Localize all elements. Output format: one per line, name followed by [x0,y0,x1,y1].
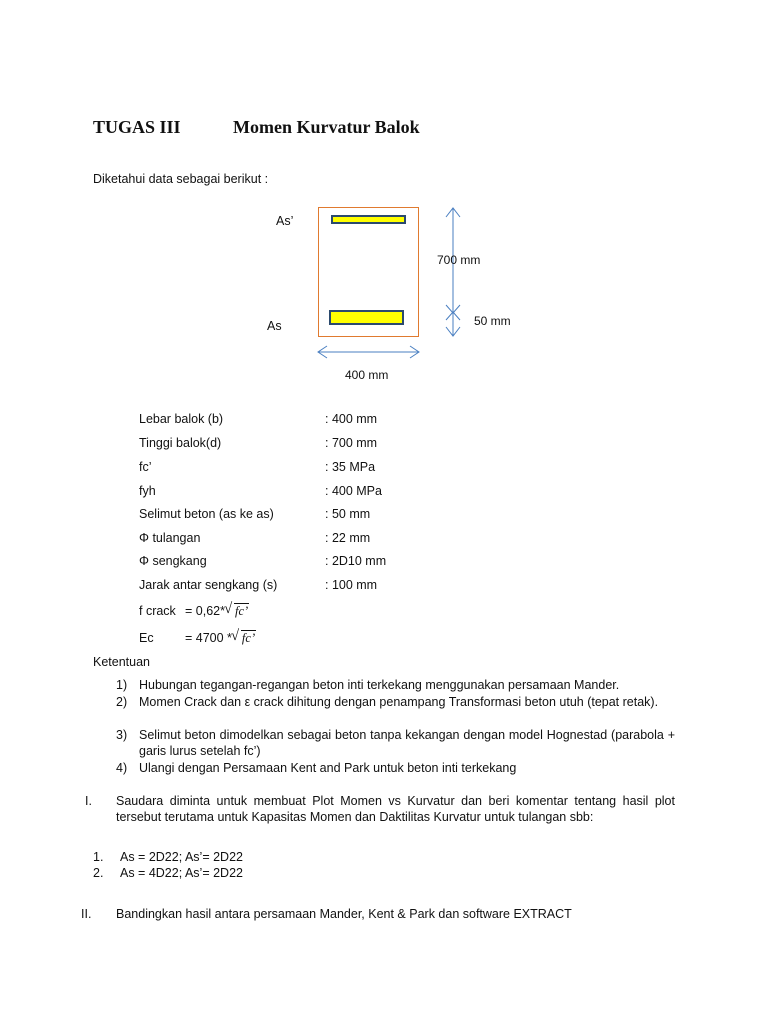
param-value: : 400 mm [325,412,378,426]
page-title: Momen Kurvatur Balok [233,117,420,137]
dim-width-label: 400 mm [345,368,389,382]
ketentuan-item: Hubungan tegangan-regangan beton inti terkekang menggunakan persamaan Mander. [139,678,620,692]
task-number: I. [85,794,92,808]
dimension-arrows [0,0,768,400]
formula-label: Ec [139,631,154,645]
param-value: : 50 mm [325,507,371,521]
param-label: fc’ [139,460,152,474]
param-label: Jarak antar sengkang (s) [139,578,278,592]
formula-fcrack [185,603,249,619]
assignment-code: TUGAS III [93,117,181,137]
ketentuan-title: Ketentuan [93,655,150,669]
ketentuan-number: 3) [116,728,128,742]
sqrt-argument: fc’ [234,604,249,618]
param-label: Lebar balok (b) [139,412,224,426]
param-value: : 700 mm [325,436,378,450]
param-value: : 22 mm [325,531,371,545]
param-value: : 35 MPa [325,460,376,474]
dim-cover-label: 50 mm [474,314,511,328]
formula-equation: = 4700 * [185,631,232,645]
formula-ec [185,630,256,646]
ketentuan-number: 1) [116,678,128,692]
param-value: : 400 MPa [325,484,382,498]
sqrt-argument: fc’ [241,631,256,645]
task-number: II. [81,907,92,921]
param-label: fyh [139,484,156,498]
ketentuan-item: Ulangi dengan Persamaan Kent and Park untuk beton inti terkekang [139,761,517,775]
dim-height-label: 700 mm [437,253,481,267]
ketentuan-number: 4) [116,761,128,775]
formula-label: f crack [139,604,176,618]
case-number: 1. [93,850,104,864]
param-label: Selimut beton (as ke as) [139,507,274,521]
label-as-bottom: As [267,319,282,333]
param-label: Tinggi balok(d) [139,436,222,450]
ketentuan-item: Momen Crack dan ε crack dihitung dengan penampang Transformasi beton utuh (tepat retak). [139,695,659,709]
label-as-top: As’ [276,214,294,228]
task-text: Bandingkan hasil antara persamaan Mander, Kent & Park dan software EXTRACT [116,907,572,921]
formula-equation: = 0,62* [185,604,225,618]
param-label: Φ sengkang [139,554,207,568]
ketentuan-number: 2) [116,695,128,709]
case-text: As = 2D22; As’= 2D22 [120,850,243,864]
param-label: Φ tulangan [139,531,201,545]
intro-text: Diketahui data sebagai berikut : [93,172,269,186]
case-number: 2. [93,866,104,880]
case-text: As = 4D22; As’= 2D22 [120,866,243,880]
param-value: : 2D10 mm [325,554,387,568]
task-text: Saudara diminta untuk membuat Plot Momen vs Kurvatur dan beri komentar tentang hasil plot tersebut terutama untuk Kapasitas Momen dan Daktilitas Kurvatur untuk tulangan sbb: [116,794,675,824]
ketentuan-item: Selimut beton dimodelkan sebagai beton tanpa kekangan dengan model Hognestad (parabola + garis lurus setelah fc’) [139,728,675,758]
param-value: : 100 mm [325,578,378,592]
